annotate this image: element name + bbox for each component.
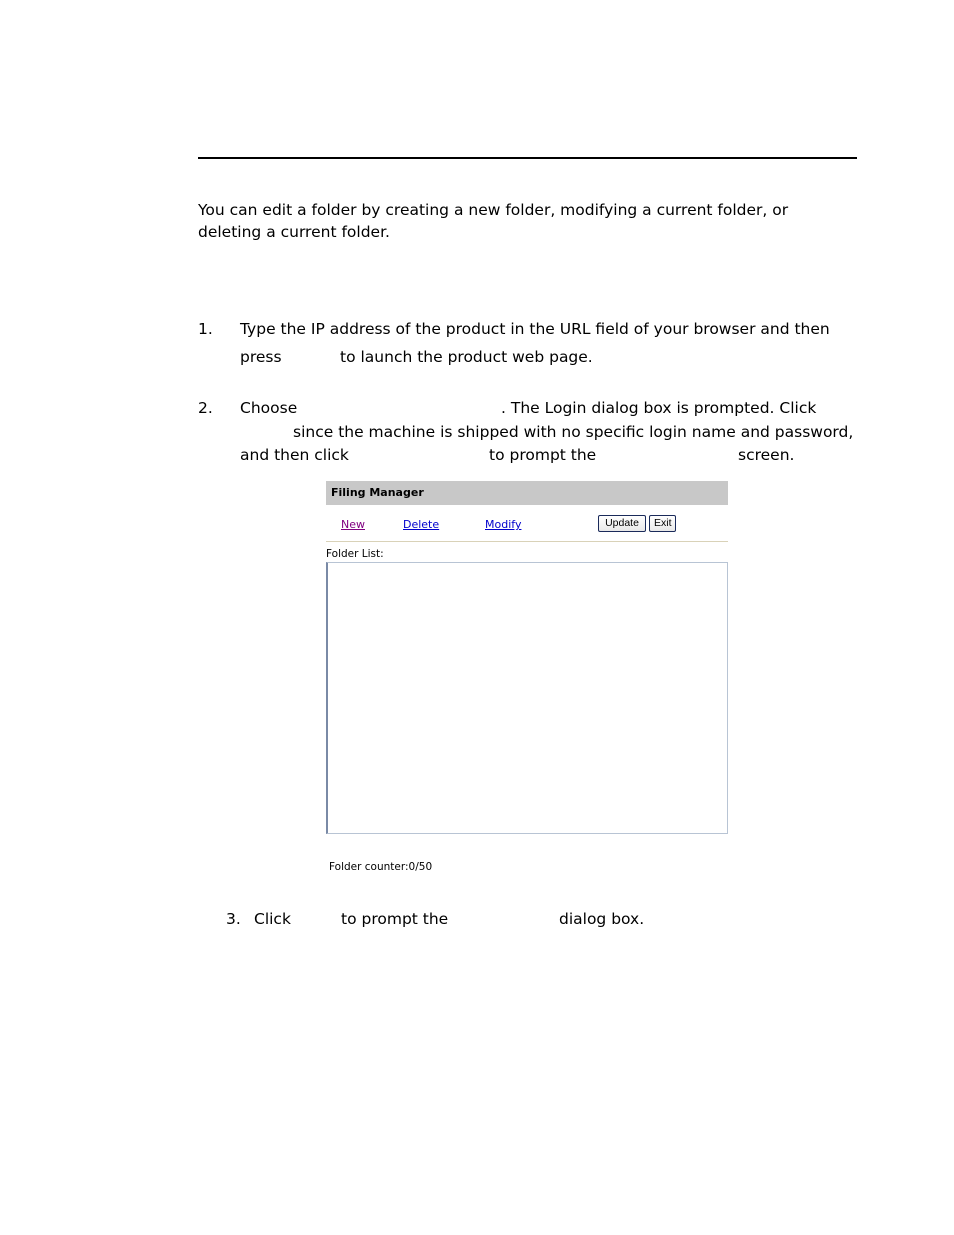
step-2-screen: screen. [738,446,795,464]
step-2-choose: Choose [240,399,298,417]
filing-manager-title: Filing Manager [326,481,728,505]
folder-counter: Folder counter:0/50 [329,861,433,873]
modify-link[interactable]: Modify [485,518,522,531]
filing-manager-toolbar [326,507,728,542]
step-1-number: 1. [198,320,213,338]
step-3-click: Click [254,910,291,928]
exit-button[interactable]: Exit [649,515,676,532]
new-link[interactable]: New [341,518,365,531]
folder-list-label: Folder List: [326,548,384,560]
step-3-to-prompt: to prompt the [341,910,449,928]
step-3-dialog-box: dialog box. [559,910,645,928]
step-1-line-1: Type the IP address of the product in the URL field of your browser and then [240,320,830,338]
intro-line-1: You can edit a folder by creating a new folder, modifying a current folder, or [198,201,789,219]
step-2-line-1: . The Login dialog box is prompted. Click [501,399,817,417]
filing-manager-screenshot [326,481,728,881]
step-2-to-prompt: to prompt the [489,446,597,464]
folder-list-box[interactable] [326,562,728,834]
step-2-number: 2. [198,399,213,417]
step-2-and-then-click: and then click [240,446,349,464]
step-1-line-2: to launch the product web page. [340,348,593,366]
delete-link[interactable]: Delete [403,518,440,531]
step-2-line-2: since the machine is shipped with no specific login name and password, [293,423,854,441]
step-1-press: press [240,348,282,366]
intro-line-2: deleting a current folder. [198,223,390,241]
section-rule [198,157,857,159]
step-3-number: 3. [226,910,241,928]
update-button[interactable]: Update [598,515,646,532]
